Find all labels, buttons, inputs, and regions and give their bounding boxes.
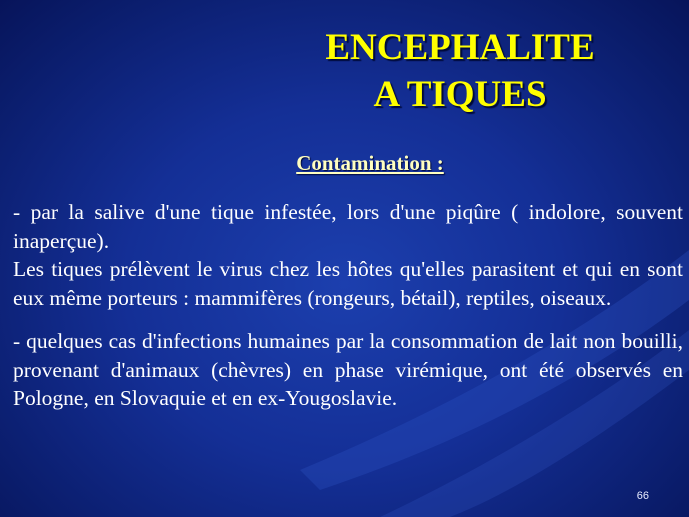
body-paragraph-3: - quelques cas d'infections humaines par la consommation de lait non bouilli, provenant d'animaux (chèvres) en phase virémique, ont été observés en Pologne, en Slovaquie et en ex-Yougoslavie.: [13, 329, 683, 410]
page-number: 66: [636, 490, 649, 502]
body-paragraph-2: Les tiques prélèvent le virus chez les hôtes qu'elles parasitent et qui en sont eux même porteurs : mammifères (rongeurs, bétail), reptiles, oiseaux.: [13, 257, 683, 310]
slide-body: [13, 198, 683, 413]
body-paragraph-1: - par la salive d'une tique infestée, lors d'une piqûre ( indolore, souvent inaperçue).: [13, 200, 683, 253]
slide-title-line-1: ENCEPHALITE: [325, 27, 595, 68]
slide-title: [270, 24, 650, 118]
section-heading: Contamination :: [296, 151, 444, 175]
slide-title-line-2: A TIQUES: [373, 74, 547, 115]
